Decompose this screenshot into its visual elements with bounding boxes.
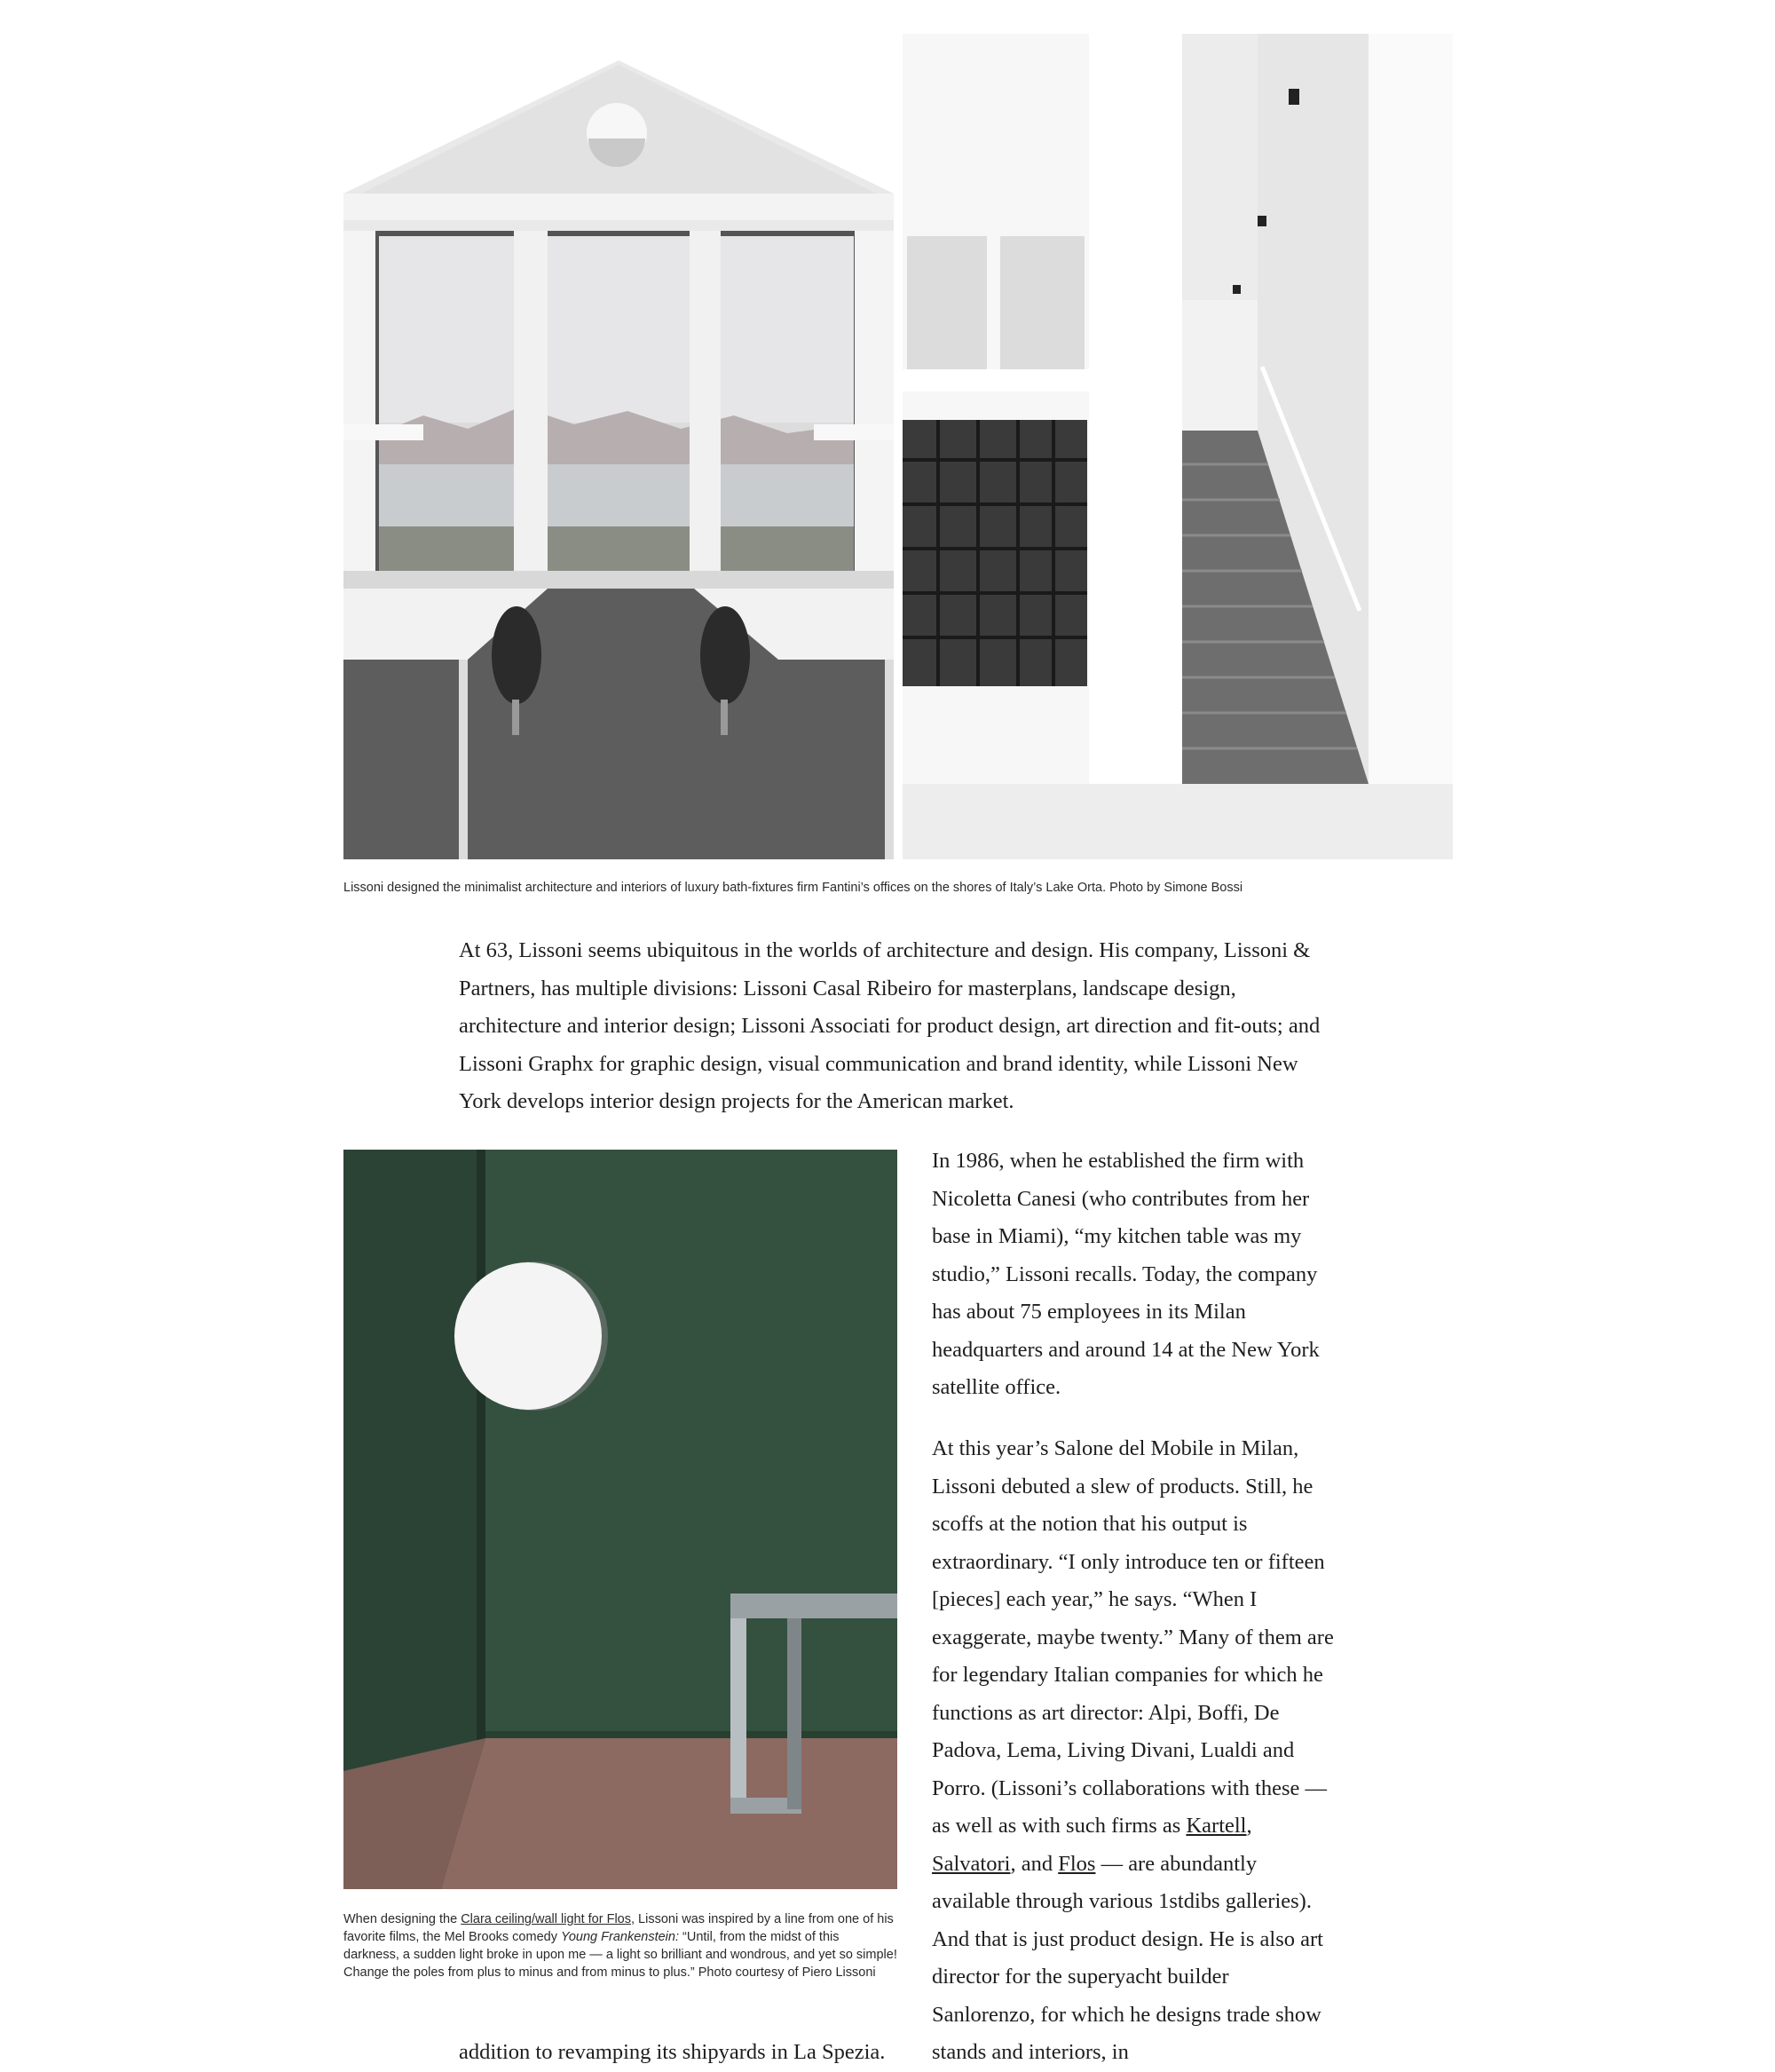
office-photo (343, 34, 894, 859)
separator-1: , (1246, 1814, 1252, 1838)
paragraph-3-text-b: — are abundantly available through various 1stdibs galleries). And that is just product design. He is also art director for the superyacht builder Sanlorenzo, for which he designs trade show stands and interiors, in (932, 1851, 1323, 2064)
clara-light-photo (343, 1150, 897, 1889)
flos-link[interactable]: Flos (1058, 1851, 1096, 1876)
separator-2: , and (1010, 1851, 1059, 1876)
article-paragraph-4: addition to revamping its shipyards in La Spezia. (459, 2040, 886, 2064)
office-photo-caption: Lissoni designed the minimalist architecture and interiors of luxury bath-fixtures firm Fantini’s offices on the shores of Italy’s Lake Orta. Photo by Simone Bossi (343, 881, 1243, 895)
caption-2-mid: , Lissoni was inspired by a line from one of his favorite films, the Mel Brooks comedy (343, 1912, 894, 1944)
article-paragraph-3 (932, 1430, 1336, 2072)
caption-2-film: Young Frankenstein: (560, 1930, 679, 1944)
staircase-photo (903, 34, 1453, 859)
paragraph-3-text-a: At this year’s Salone del Mobile in Milan, Lissoni debuted a slew of products. Still, he scoffs at the notion that his output is extraordinary. “I only introduce ten or fifteen [pieces] each year,” he says. “When I exaggerate, maybe twenty.” Many of them are for legendary Italian companies for which he functions as art director: Alpi, Boffi, De Padova, Lema, Living Divani, Lualdi and Porro. (Lissoni’s collaborations with these — as well as with such firms as (932, 1436, 1334, 1838)
article-paragraph-1: At 63, Lissoni seems ubiquitous in the worlds of architecture and design. His company, Lissoni & Partners, has multiple divisions: Lissoni Casal Ribeiro for masterplans, landscape design, architecture and interior design; Lissoni Associati for product design, art direction and fit-outs; and Lissoni Graphx for graphic design, visual communication and brand identity, while Lissoni New York develops interior design projects for the American market. (459, 938, 1321, 1113)
article-paragraph-2: In 1986, when he established the firm with Nicoletta Canesi (who contributes from her base in Miami), “my kitchen table was my studio,” Lissoni recalls. Today, the company has about 75 employees in its Milan headquarters and around 14 at the New York satellite office. (932, 1149, 1320, 1399)
clara-light-link[interactable]: Clara ceiling/wall light for Flos (461, 1912, 631, 1926)
caption-2-pre: When designing the (343, 1912, 462, 1926)
salvatori-link[interactable]: Salvatori (932, 1851, 1011, 1876)
clara-photo-caption (343, 1910, 897, 1981)
caption-2-post: “Until, from the midst of this darkness, a sudden light broke in upon me — a light so brilliant and wondrous, and yet so simple! Change the poles from plus to minus and from minus to plus.” Photo courtesy of Piero Lissoni (343, 1930, 897, 1980)
kartell-link[interactable]: Kartell (1186, 1814, 1247, 1838)
